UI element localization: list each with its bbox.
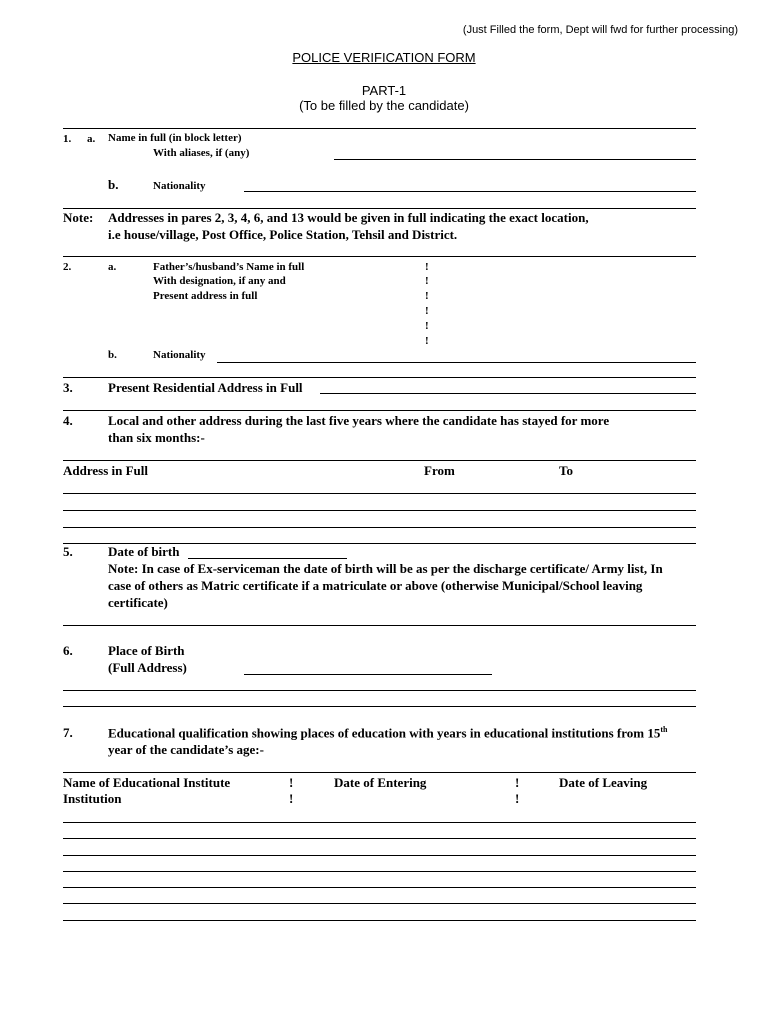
separator-mark: ! [515,791,520,806]
column-header-address: Address in Full [63,463,149,478]
nationality-label: Nationality [153,349,206,361]
education-entry-line[interactable] [63,838,696,839]
item-number: 3. [63,380,73,395]
column-header-to: To [559,463,573,478]
residential-address-label: Present Residential Address in Full [108,380,303,395]
divider [63,460,696,461]
form-title: POLICE VERIFICATION FORM [292,50,476,65]
item4-text: than six months:- [108,430,205,445]
part-subtitle: (To be filled by the candidate) [299,98,469,113]
nationality-input-line[interactable] [244,191,696,192]
divider [63,772,696,773]
place-of-birth-label: Place of Birth [108,643,185,658]
separator-mark: ! [425,305,429,317]
dob-note: case of others as Matric certificate if a matriculate or above (otherwise Municipal/School leaving [108,578,643,593]
address-entry-line[interactable] [63,690,696,691]
dob-note: certificate) [108,595,168,610]
education-entry-line[interactable] [63,871,696,872]
item-number: 6. [63,643,73,658]
sub-label: b. [108,177,119,192]
nationality-input-line[interactable] [217,362,696,363]
designation-label: With designation, if any and [153,275,286,287]
address-entry-line[interactable] [63,510,696,511]
education-entry-line[interactable] [63,822,696,823]
divider [63,625,696,626]
address-entry-line[interactable] [63,493,696,494]
residential-address-input-line[interactable] [320,393,696,394]
column-header-institution: Institution [63,791,122,806]
education-entry-line[interactable] [63,920,696,921]
aliases-label: With aliases, if (any) [153,147,250,159]
education-text: Educational qualification showing places of education with years in educational institutions from 15th [108,725,668,741]
sub-label: a. [87,133,96,145]
separator-mark: ! [425,290,429,302]
item-number: 7. [63,725,73,740]
note-text: i.e house/village, Post Office, Police Station, Tehsil and District. [108,227,458,242]
item-number: 5. [63,544,73,559]
column-header-from: From [424,463,455,478]
place-of-birth-input-line[interactable] [244,674,492,675]
divider [63,377,696,378]
item-number: 2. [63,261,72,273]
item4-text: Local and other address during the last five years where the candidate has stayed for more [108,413,610,428]
note-label: Note: [63,210,94,225]
separator-mark: ! [425,335,429,347]
nationality-label: Nationality [153,180,206,192]
separator-mark: ! [289,775,294,790]
separator-mark: ! [425,320,429,332]
item-number: 1. [63,133,72,145]
part-label: PART-1 [361,83,407,98]
separator-mark: ! [425,261,429,273]
present-address-label: Present address in full [153,290,258,302]
divider [63,128,696,129]
dob-note: Note: In case of Ex-serviceman the date of birth will be as per the discharge certificate/ Army list, In [108,561,663,576]
name-label: Name in full (in block letter) [108,132,242,144]
sub-label: b. [108,349,117,361]
education-entry-line[interactable] [63,887,696,888]
processing-note: (Just Filled the form, Dept will fwd for further processing) [462,24,738,36]
name-input-line[interactable] [334,159,696,160]
dob-label: Date of birth [108,544,180,559]
item-number: 4. [63,413,73,428]
separator-mark: ! [515,775,520,790]
education-text: year of the candidate’s age:- [108,742,264,757]
column-header-entering: Date of Entering [334,775,427,790]
divider [63,256,696,257]
divider [63,410,696,411]
sub-label: a. [108,261,117,273]
dob-input-line[interactable] [188,558,347,559]
education-entry-line[interactable] [63,855,696,856]
note-text: Addresses in pares 2, 3, 4, 6, and 13 would be given in full indicating the exact location, [108,210,589,225]
address-entry-line[interactable] [63,527,696,528]
column-header-institute: Name of Educational Institute [63,775,231,790]
place-of-birth-sublabel: (Full Address) [108,660,187,675]
column-header-leaving: Date of Leaving [559,775,648,790]
divider [63,208,696,209]
separator-mark: ! [289,791,294,806]
education-entry-line[interactable] [63,903,696,904]
father-name-label: Father’s/husband’s Name in full [153,261,305,273]
separator-mark: ! [425,275,429,287]
address-entry-line[interactable] [63,706,696,707]
